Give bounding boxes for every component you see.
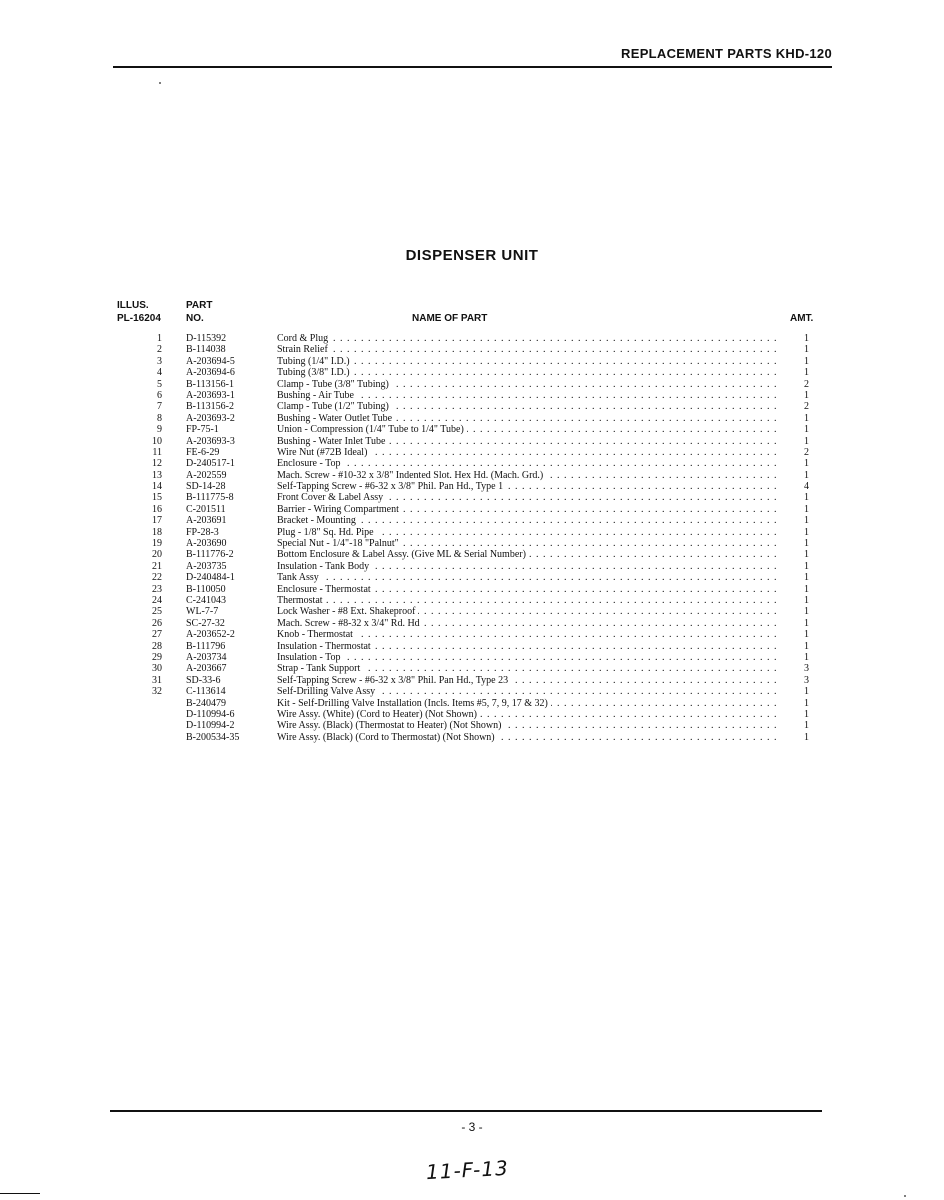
part-row <box>0 447 944 458</box>
part-name-cell <box>277 595 781 606</box>
part-number: FP-28-3 <box>186 526 219 538</box>
illus-number: 18 <box>152 526 162 538</box>
part-number: D-240517-1 <box>186 458 235 470</box>
part-name-cell <box>277 458 781 469</box>
part-name-cell <box>277 675 781 686</box>
illus-header-line-2: PL-16204 <box>117 313 161 324</box>
part-name-cell <box>277 447 781 458</box>
part-name: Knob - Thermostat <box>277 629 356 640</box>
illus-number: 4 <box>157 367 162 379</box>
part-name-cell <box>277 572 781 583</box>
illus-number: 9 <box>157 424 162 436</box>
part-name: Clamp - Tube (3/8" Tubing) <box>277 379 392 390</box>
name-column-header: NAME OF PART <box>412 313 488 324</box>
part-number: B-111775-8 <box>186 492 234 504</box>
part-name-cell <box>277 549 781 560</box>
part-header-line-2: NO. <box>186 313 204 324</box>
page-number: - 3 - <box>461 1120 483 1134</box>
part-name-cell <box>277 561 781 572</box>
part-amount: 1 <box>804 720 809 732</box>
illus-number: 11 <box>152 446 162 458</box>
illus-number: 29 <box>152 651 162 663</box>
part-name: Clamp - Tube (1/2" Tubing) <box>277 401 392 412</box>
part-number: A-203735 <box>186 560 227 572</box>
part-name-cell <box>277 481 781 492</box>
part-row <box>0 720 944 731</box>
part-amount: 2 <box>804 446 809 458</box>
part-name-cell <box>277 709 781 720</box>
part-row <box>0 561 944 572</box>
footer-rule <box>110 1110 822 1112</box>
part-row <box>0 595 944 606</box>
amount-column-header: AMT. <box>790 313 814 324</box>
part-row <box>0 527 944 538</box>
illus-number: 24 <box>152 594 162 606</box>
part-name-cell <box>277 344 781 355</box>
part-name: Self-Tapping Screw - #6-32 x 3/8" Phil. Pan Hd., Type 23 <box>277 675 511 686</box>
part-name: Plug - 1/8" Sq. Hd. Pipe <box>277 527 377 538</box>
part-row <box>0 413 944 424</box>
part-number: D-115392 <box>186 333 227 344</box>
part-number: C-113614 <box>186 686 226 698</box>
part-number: A-203693-1 <box>186 389 235 401</box>
part-name: Wire Assy. (Black) (Cord to Thermostat) (Not Shown) <box>277 732 498 743</box>
part-row <box>0 652 944 663</box>
part-amount: 1 <box>804 515 809 527</box>
part-name-cell <box>277 686 781 697</box>
illus-number: 19 <box>152 538 162 550</box>
part-amount: 1 <box>804 640 809 652</box>
part-row <box>0 675 944 686</box>
part-row <box>0 606 944 617</box>
illus-number: 32 <box>152 686 162 698</box>
illus-number: 27 <box>152 629 162 641</box>
part-header-line-1: PART <box>186 300 213 311</box>
part-name-cell <box>277 720 781 731</box>
part-number: A-203667 <box>186 663 227 675</box>
header-rule <box>113 66 832 68</box>
part-name: Wire Assy. (White) (Cord to Heater) (Not Shown) <box>277 709 480 720</box>
part-amount: 1 <box>804 344 809 356</box>
illus-number: 2 <box>157 344 162 356</box>
part-name-cell <box>277 584 781 595</box>
illus-number: 16 <box>152 503 162 515</box>
part-name: Insulation - Top <box>277 652 344 663</box>
part-name: Enclosure - Top <box>277 458 344 469</box>
part-number: B-113156-2 <box>186 401 234 413</box>
illus-number: 26 <box>152 617 162 629</box>
part-number: A-203694-6 <box>186 367 235 379</box>
part-row <box>0 333 944 344</box>
part-amount: 1 <box>804 469 809 481</box>
part-amount: 1 <box>804 572 809 584</box>
part-name-cell <box>277 413 781 424</box>
illus-number: 23 <box>152 583 162 595</box>
part-name-cell <box>277 424 781 435</box>
part-row <box>0 344 944 355</box>
part-amount: 1 <box>804 412 809 424</box>
document-title: DISPENSER UNIT <box>405 247 539 264</box>
part-name: Barrier - Wiring Compartment <box>277 504 402 515</box>
illus-number: 22 <box>152 572 162 584</box>
part-amount: 1 <box>804 731 809 743</box>
part-row <box>0 436 944 447</box>
part-name-cell <box>277 333 781 344</box>
illus-number: 21 <box>152 560 162 572</box>
part-name-cell <box>277 367 781 378</box>
part-name: Insulation - Tank Body <box>277 561 372 572</box>
part-name: Bushing - Water Outlet Tube <box>277 413 395 424</box>
part-name: Bottom Enclosure & Label Assy. (Give ML & Serial Number) <box>277 549 529 560</box>
part-name: Mach. Screw - #10-32 x 3/8" Indented Slot. Hex Hd. (Mach. Grd.) <box>277 470 546 481</box>
illus-number: 7 <box>157 401 162 413</box>
part-row <box>0 686 944 697</box>
part-row <box>0 470 944 481</box>
part-name-cell <box>277 663 781 674</box>
part-amount: 3 <box>804 663 809 675</box>
part-amount: 1 <box>804 708 809 720</box>
part-amount: 1 <box>804 367 809 379</box>
part-name: Bushing - Water Inlet Tube <box>277 436 388 447</box>
illus-number: 15 <box>152 492 162 504</box>
part-name-cell <box>277 652 781 663</box>
part-amount: 3 <box>804 674 809 686</box>
part-amount: 1 <box>804 503 809 515</box>
part-amount: 4 <box>804 481 809 493</box>
part-name-cell <box>277 390 781 401</box>
part-amount: 2 <box>804 378 809 390</box>
part-name: Thermostat <box>277 595 326 606</box>
part-row <box>0 424 944 435</box>
part-name: Kit - Self-Drilling Valve Installation (Incls. Items #5, 7, 9, 17 & 32) <box>277 698 551 709</box>
part-name: Bushing - Air Tube <box>277 390 357 401</box>
part-row <box>0 401 944 412</box>
part-number: A-203693-2 <box>186 412 235 424</box>
part-name-cell <box>277 538 781 549</box>
part-name: Strain Relief <box>277 344 331 355</box>
part-name-cell <box>277 515 781 526</box>
illus-number: 13 <box>152 469 162 481</box>
part-name: Self-Drilling Valve Assy <box>277 686 378 697</box>
part-name: Self-Tapping Screw - #6-32 x 3/8" Phil. Pan Hd., Type 1 <box>277 481 506 492</box>
part-row <box>0 698 944 709</box>
part-name: Bracket - Mounting <box>277 515 359 526</box>
part-name: Special Nut - 1/4"-18 "Palnut" <box>277 538 402 549</box>
part-row <box>0 618 944 629</box>
illus-number: 6 <box>157 389 162 401</box>
part-name-cell <box>277 618 781 629</box>
part-name-cell <box>277 504 781 515</box>
part-number: B-113156-1 <box>186 378 234 390</box>
part-amount: 1 <box>804 549 809 561</box>
part-number: A-203694-5 <box>186 355 235 367</box>
part-name: Lock Washer - #8 Ext. Shakeproof <box>277 606 418 617</box>
part-amount: 1 <box>804 686 809 698</box>
part-name-cell <box>277 732 781 743</box>
parts-list <box>0 333 944 743</box>
part-row <box>0 641 944 652</box>
part-name: Front Cover & Label Assy <box>277 492 386 503</box>
part-row <box>0 584 944 595</box>
illus-number: 10 <box>152 435 162 447</box>
part-amount: 1 <box>804 697 809 709</box>
scan-speck <box>159 82 161 84</box>
part-row <box>0 515 944 526</box>
part-number: FP-75-1 <box>186 424 219 436</box>
part-row <box>0 492 944 503</box>
part-number: A-203693-3 <box>186 435 235 447</box>
part-amount: 1 <box>804 560 809 572</box>
part-row <box>0 549 944 560</box>
illus-column-header <box>117 299 161 325</box>
part-amount: 1 <box>804 606 809 618</box>
part-number: WL-7-7 <box>186 606 219 618</box>
part-number: A-203734 <box>186 651 227 663</box>
part-amount: 1 <box>804 389 809 401</box>
part-name: Cord & Plug <box>277 333 331 344</box>
part-name-cell <box>277 629 781 640</box>
part-name-cell <box>277 379 781 390</box>
part-amount: 1 <box>804 355 809 367</box>
part-name: Strap - Tank Support <box>277 663 363 674</box>
part-row <box>0 356 944 367</box>
part-name-cell <box>277 527 781 538</box>
illus-number: 8 <box>157 412 162 424</box>
part-number: D-110994-6 <box>186 708 235 720</box>
part-amount: 1 <box>804 492 809 504</box>
part-amount: 1 <box>804 458 809 470</box>
part-row <box>0 504 944 515</box>
part-number-column-header <box>186 299 212 325</box>
part-row <box>0 709 944 720</box>
part-name: Enclosure - Thermostat <box>277 584 374 595</box>
part-name: Tubing (3/8" I.D.) <box>277 367 353 378</box>
part-row <box>0 572 944 583</box>
part-amount: 1 <box>804 435 809 447</box>
part-name-cell <box>277 356 781 367</box>
part-number: B-111776-2 <box>186 549 234 561</box>
part-row <box>0 663 944 674</box>
part-name: Tubing (1/4" I.D.) <box>277 356 353 367</box>
part-number: A-202559 <box>186 469 227 481</box>
illus-number: 17 <box>152 515 162 527</box>
illus-number: 3 <box>157 355 162 367</box>
part-row <box>0 732 944 743</box>
scan-speck <box>904 1195 906 1197</box>
part-number: A-203691 <box>186 515 227 527</box>
header-title: REPLACEMENT PARTS KHD-120 <box>621 46 832 61</box>
part-amount: 1 <box>804 424 809 436</box>
part-row <box>0 629 944 640</box>
part-name-cell <box>277 641 781 652</box>
part-name: Wire Nut (#72B Ideal) <box>277 447 370 458</box>
part-name-cell <box>277 492 781 503</box>
part-name-cell <box>277 698 781 709</box>
part-amount: 1 <box>804 651 809 663</box>
illus-number: 30 <box>152 663 162 675</box>
part-number: A-203652-2 <box>186 629 235 641</box>
part-amount: 1 <box>804 594 809 606</box>
part-number: C-241043 <box>186 594 226 606</box>
part-amount: 1 <box>804 538 809 550</box>
part-number: SD-33-6 <box>186 674 221 686</box>
part-number: D-240484-1 <box>186 572 235 584</box>
illus-number: 28 <box>152 640 162 652</box>
part-row <box>0 481 944 492</box>
illus-number: 5 <box>157 378 162 390</box>
part-name: Mach. Screw - #8-32 x 3/4" Rd. Hd <box>277 618 423 629</box>
part-row <box>0 367 944 378</box>
part-number: C-201511 <box>186 503 226 515</box>
part-amount: 1 <box>804 617 809 629</box>
part-amount: 1 <box>804 526 809 538</box>
part-name: Union - Compression (1/4" Tube to 1/4" Tube) <box>277 424 467 435</box>
part-amount: 2 <box>804 401 809 413</box>
part-number: B-110050 <box>186 583 226 595</box>
corner-mark <box>0 1193 40 1194</box>
part-number: A-203690 <box>186 538 227 550</box>
part-row <box>0 538 944 549</box>
handwritten-note: 11-F-13 <box>425 1155 510 1185</box>
part-name: Wire Assy. (Black) (Thermostat to Heater) (Not Shown) <box>277 720 504 731</box>
part-amount: 1 <box>804 333 809 344</box>
part-name: Tank Assy <box>277 572 322 583</box>
part-row <box>0 390 944 401</box>
part-name-cell <box>277 470 781 481</box>
part-amount: 1 <box>804 583 809 595</box>
illus-number: 1 <box>157 333 162 344</box>
part-number: SC-27-32 <box>186 617 225 629</box>
part-number: B-200534-35 <box>186 731 240 743</box>
part-number: D-110994-2 <box>186 720 235 732</box>
part-row <box>0 379 944 390</box>
part-amount: 1 <box>804 629 809 641</box>
illus-header-line-1: ILLUS. <box>117 300 149 311</box>
illus-number: 20 <box>152 549 162 561</box>
part-row <box>0 458 944 469</box>
illus-number: 31 <box>152 674 162 686</box>
part-number: FE-6-29 <box>186 446 220 458</box>
illus-number: 12 <box>152 458 162 470</box>
illus-number: 25 <box>152 606 162 618</box>
part-name-cell <box>277 606 781 617</box>
part-name: Insulation - Thermostat <box>277 641 374 652</box>
part-name-cell <box>277 436 781 447</box>
part-number: B-111796 <box>186 640 226 652</box>
part-name-cell <box>277 401 781 412</box>
illus-number: 14 <box>152 481 162 493</box>
part-number: B-114038 <box>186 344 226 356</box>
part-number: B-240479 <box>186 697 226 709</box>
part-number: SD-14-28 <box>186 481 226 493</box>
